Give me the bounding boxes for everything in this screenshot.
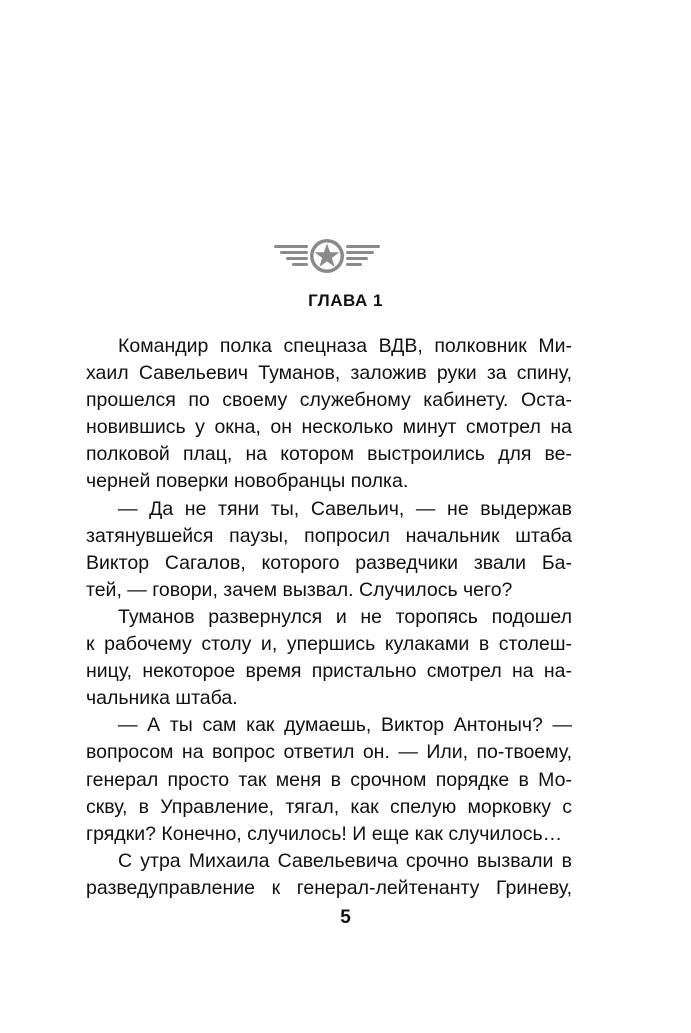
text-line: полковой плац, на котором выстроились для ве- (86, 443, 572, 466)
text-line: чальника штаба. (86, 687, 238, 710)
text-line: вопросом на вопрос ответил он. — Или, по-твоему, (86, 741, 572, 764)
winged-star-emblem-icon (272, 236, 382, 276)
text-line: черней поверки новобранцы полка. (86, 470, 409, 493)
text-line: Командир полка спецназа ВДВ, полковник Ми- (118, 335, 572, 357)
body-text (86, 333, 572, 902)
text-line: прошелся по своему служебному кабинету. Оста- (86, 389, 572, 412)
text-line: хаил Савельевич Туманов, заложив руки за спину, (86, 362, 572, 385)
text-line: новившись у окна, он несколько минут смотрел на (86, 416, 572, 439)
text-line: к рабочему столу и, упершись кулаками в столеш- (86, 633, 572, 656)
chapter-title: ГЛАВА 1 (308, 291, 383, 310)
text-line: разведуправление к генерал-лейтенанту Гриневу, (86, 876, 572, 899)
text-line: тей, — говори, зачем вызвал. Случилось чего? (86, 578, 513, 601)
text-line: затянувшейся паузы, попросил начальник штаба (86, 524, 572, 547)
text-line: Туманов развернулся и не торопясь подошел (118, 605, 572, 628)
text-line: — Да не тяни ты, Савельич, — не выдержав (118, 497, 572, 520)
text-line: ницу, некоторое время пристально смотрел на на- (86, 660, 572, 683)
text-line: скву, в Управление, тягал, как спелую морковку с (86, 795, 572, 818)
text-line: С утра Михаила Савельевича срочно вызвали в (118, 849, 572, 872)
text-line: грядки? Конечно, случилось! И еще как случилось… (86, 822, 563, 845)
page-number: 5 (340, 907, 351, 928)
text-line: — А ты сам как думаешь, Виктор Антоныч? — (118, 714, 572, 737)
text-line: генерал просто так меня в срочном порядке в Мо- (86, 768, 572, 791)
text-line: Виктор Сагалов, которого разведчики звали Ба- (86, 551, 572, 574)
